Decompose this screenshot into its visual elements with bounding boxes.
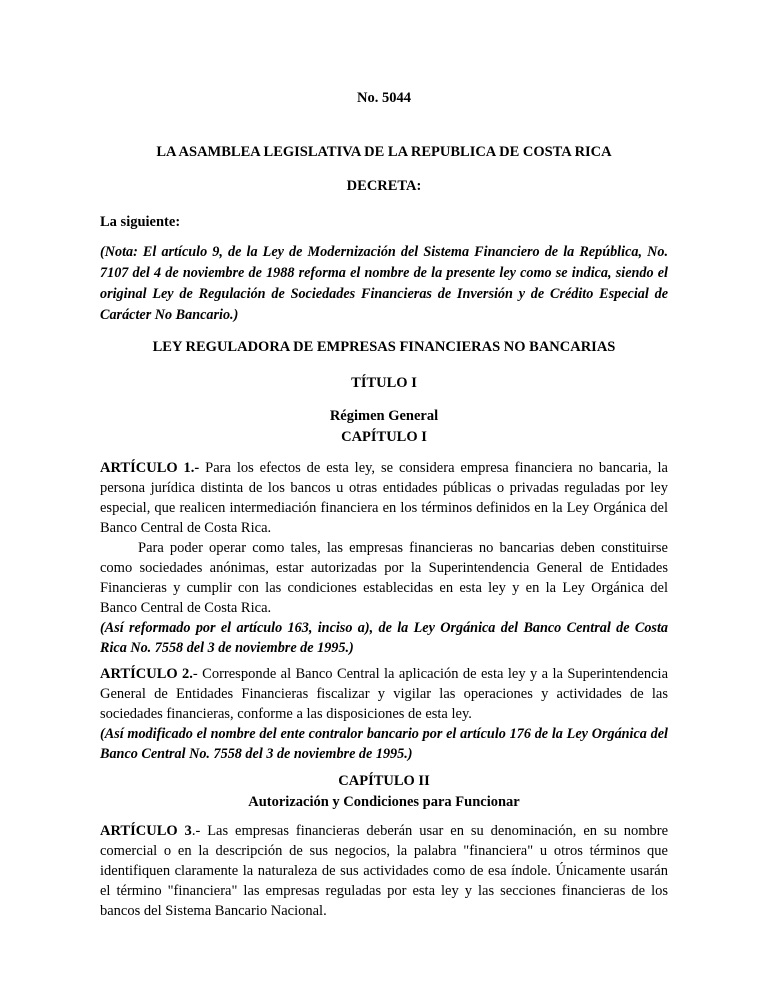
articulo-2-amend-note: (Así modificado el nombre del ente contralor bancario por el artículo 176 de la Ley Orgánica del Banco Central No. 7558 del 3 de noviembre de 1995.): [100, 726, 668, 762]
articulo-3: [100, 821, 668, 921]
articulo-1: [100, 458, 668, 658]
articulo-1-amend-note: (Así reformado por el artículo 163, inciso a), de la Ley Orgánica del Banco Central de Costa Rica No. 7558 del 3 de noviembre de 1995.): [100, 620, 668, 656]
articulo-1-text-1: Para los efectos de esta ley, se considera empresa financiera no bancaria, la persona jurídica distinta de los bancos u otras entidades públicas o privadas reguladas por ley especial, que realicen intermediación financiera en los términos definidos en la Ley Orgánica del Banco Central de Costa Rica.: [100, 460, 668, 536]
articulo-1-paragraph-2: Para poder operar como tales, las empresas financieras no bancarias deben constituirse como sociedades anónimas, estar autorizadas por la Superintendencia General de Entidades Financieras y cumplir con las condiciones establecidas en esta ley y en la Ley Orgánica del Banco Central de Costa Rica.: [100, 540, 668, 616]
rename-note-paragraph: (Nota: El artículo 9, de la Ley de Modernización del Sistema Financiero de la República, No. 7107 del 4 de noviembre de 1988 reforma el nombre de la presente ley como se indica, siendo el original Ley de Regulación de Sociedades Financieras de Inversión y de Crédito Especial de Carácter No Bancario.): [100, 244, 668, 323]
articulo-1-paragraph-1: [100, 458, 668, 538]
capitulo-2-heading: CAPÍTULO II: [338, 773, 430, 789]
articulo-3-text-1: Las empresas financieras deberán usar en su denominación, en su nombre comercial o en la descripción de sus negocios, la palabra "financiera" u otros términos que identifiquen claramente la naturaleza de sus actividades como de esa índole. Únicamente usarán el término "financiera" las empresas reguladas por esta ley y las secciones financieras de los bancos del Sistema Bancario Nacional.: [100, 823, 669, 919]
capitulo-2-subheading: Autorización y Condiciones para Funcionar: [248, 794, 520, 810]
articulo-2-label-suffix: -: [192, 666, 198, 682]
title-1-subheading-block: [100, 406, 668, 448]
articulo-2: [100, 664, 668, 764]
capitulo-2-heading-block: [100, 771, 668, 813]
articulo-1-label: ARTÍCULO 1.-: [100, 460, 200, 476]
title-1-heading: TÍTULO I: [351, 375, 417, 391]
articulo-3-paragraph-1: [100, 821, 668, 921]
assembly-heading: LA ASAMBLEA LEGISLATIVA DE LA REPUBLICA DE COSTA RICA: [156, 144, 612, 160]
law-title: LEY REGULADORA DE EMPRESAS FINANCIERAS NO BANCARIAS: [152, 339, 616, 355]
decree-heading: DECRETA:: [346, 178, 422, 194]
intro-line: La siguiente:: [100, 214, 181, 230]
capitulo-1-heading: CAPÍTULO I: [341, 429, 427, 445]
articulo-3-label: ARTÍCULO 3: [100, 823, 192, 839]
articulo-2-label: ARTÍCULO 2.: [100, 666, 193, 682]
articulo-2-paragraph-1: [100, 664, 668, 724]
articulo-2-text-1: Corresponde al Banco Central la aplicación de esta ley y a la Superintendencia General de Entidades Financieras fiscalizar y vigilar las operaciones y actividades de las sociedades financieras, conforme a las disposiciones de esta ley.: [100, 666, 669, 722]
regimen-general-subheading: Régimen General: [329, 408, 439, 424]
articulo-3-label-suffix: .-: [191, 823, 201, 839]
doc-number: No. 5044: [357, 90, 411, 106]
